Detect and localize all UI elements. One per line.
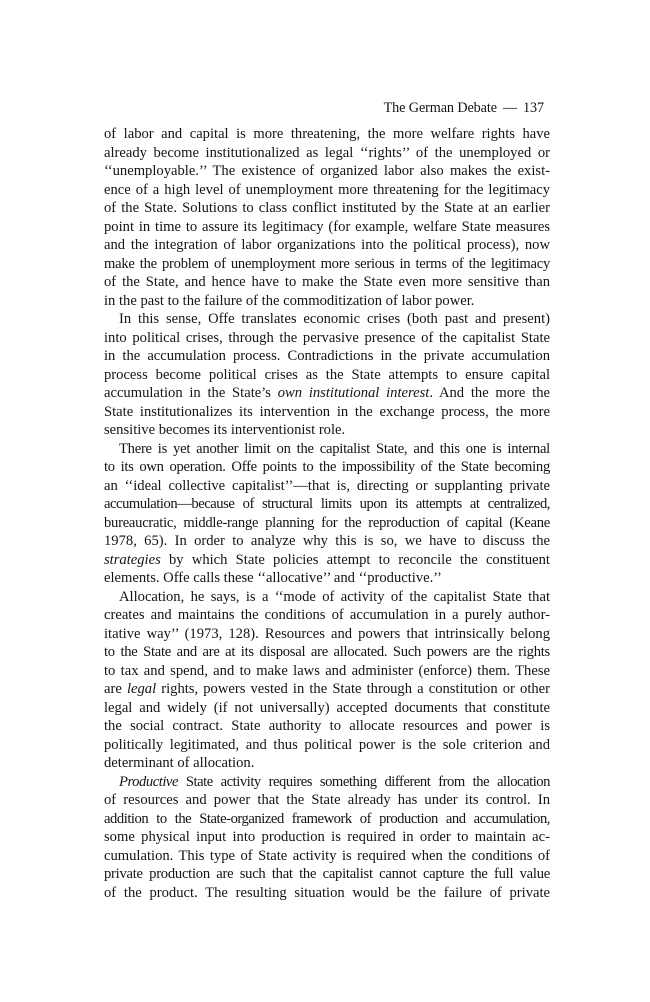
body-text <box>104 125 550 902</box>
text-run: elements. Offe calls these ‘‘allocative’’ and ‘‘productive.’’ <box>104 570 442 586</box>
text-run: some physical input into production is required in order to maintain ac- <box>104 829 550 845</box>
running-head <box>384 99 544 117</box>
text-run: to tax and spend, and to make laws and administer (enforce) them. These <box>104 662 550 679</box>
italic-text: legal <box>126 681 157 697</box>
text-line <box>104 588 550 607</box>
text-line <box>104 865 550 884</box>
text-run: in the accumulation process. Contradictions in the private accumulation <box>104 348 550 364</box>
text-run: addition to the State-organized framework of production and accumulation, <box>104 810 550 827</box>
text-line <box>104 606 550 625</box>
text-run: to the State and are at its disposal are allocated. Such powers are the rights <box>104 644 550 660</box>
italic-text: strategies <box>104 551 161 568</box>
text-run: to its own operation. Offe points to the impossibility of the State becoming <box>104 459 550 475</box>
text-run: of the State, and hence have to make the State even more sensitive than <box>104 274 550 290</box>
text-line <box>104 273 550 292</box>
page-number: 137 <box>523 100 544 116</box>
text-run: bureaucratic, middle-range planning for the reproduction of capital (Keane <box>104 514 550 531</box>
text-line <box>104 236 550 255</box>
text-run: and the integration of labor organizations into the political process), now <box>104 237 550 253</box>
text-run: politically legitimated, and thus political power is the sole criterion and <box>104 736 550 753</box>
text-run: . And the more the <box>429 385 550 401</box>
text-run: into political crises, through the pervasive presence of the capitalist State <box>104 329 550 346</box>
text-run: accumulation—because of structural limits upon its attempts at centralized, <box>104 496 550 512</box>
running-head-separator: — <box>502 100 518 116</box>
text-line <box>104 551 550 570</box>
text-line <box>104 440 550 459</box>
text-run: the social contract. State authority to allocate resources and power is <box>104 718 550 734</box>
text-line <box>104 514 550 533</box>
text-line <box>104 181 550 200</box>
text-run: There is yet another limit on the capitalist State, and this one is internal <box>119 440 550 457</box>
text-line <box>104 625 550 644</box>
text-run: determinant of allocation. <box>104 755 255 771</box>
text-line <box>104 773 550 792</box>
text-run: rights, powers vested in the State through a constitution or other <box>156 681 551 697</box>
text-run: point in time to assure its legitimacy (for example, welfare State measures <box>104 218 550 235</box>
text-run: legal and widely (if not universally) accepted documents that constitute <box>104 699 550 716</box>
text-line <box>104 884 550 903</box>
text-run: already become institutionalized as legal ‘‘rights’’ of the unemployed or <box>104 144 550 161</box>
text-line <box>104 310 550 329</box>
text-line <box>104 292 550 311</box>
text-run: State institutionalizes its intervention in the exchange process, the more <box>104 403 550 420</box>
text-run: of resources and power that the State already has under its control. In <box>104 792 550 808</box>
text-line <box>104 532 550 551</box>
text-line <box>104 403 550 422</box>
running-head-title: The German Debate <box>383 100 497 116</box>
text-line <box>104 477 550 496</box>
text-run: cumulation. This type of State activity is required when the conditions of <box>104 847 550 864</box>
text-run: sensitive becomes its interventionist role. <box>104 422 346 438</box>
text-run: by which State policies attempt to reconcile the constituent <box>160 551 550 568</box>
text-line <box>104 347 550 366</box>
text-line <box>104 329 550 348</box>
text-run: creates and maintains the conditions of accumulation in a purely author- <box>104 607 550 623</box>
text-run: Allocation, he says, is a ‘‘mode of activity of the capitalist State that <box>119 588 550 605</box>
text-run: of labor and capital is more threatening, the more welfare rights have <box>104 126 550 142</box>
text-run: private production are such that the capitalist cannot capture the full value <box>104 866 550 882</box>
text-line <box>104 810 550 829</box>
text-line <box>104 717 550 736</box>
text-line <box>104 199 550 218</box>
text-line <box>104 366 550 385</box>
text-line <box>104 643 550 662</box>
text-run: make the problem of unemployment more serious in terms of the legitimacy <box>104 255 550 272</box>
text-line <box>104 847 550 866</box>
text-line <box>104 458 550 477</box>
text-line <box>104 569 550 588</box>
text-run: process become political crises as the State attempts to ensure capital <box>104 366 550 383</box>
text-line <box>104 754 550 773</box>
text-line <box>104 662 550 681</box>
text-line <box>104 680 550 699</box>
text-line <box>104 162 550 181</box>
italic-text: Productive <box>119 773 178 790</box>
text-run: State activity requires something different from the allocation <box>177 773 550 790</box>
text-run: ‘‘unemployable.’’ The existence of organized labor also makes the exist- <box>104 163 550 179</box>
italic-text: own institutional interest <box>277 385 430 401</box>
text-run: are <box>104 681 127 697</box>
text-line <box>104 218 550 237</box>
text-line <box>104 384 550 403</box>
text-run: of the State. Solutions to class conflict instituted by the State at an earlier <box>104 200 550 216</box>
text-line <box>104 828 550 847</box>
text-line <box>104 495 550 514</box>
text-run: an ‘‘ideal collective capitalist’’—that is, directing or supplanting private <box>104 477 550 494</box>
text-line <box>104 791 550 810</box>
text-line <box>104 699 550 718</box>
text-run: of the product. The resulting situation would be the failure of private <box>104 884 550 901</box>
text-line <box>104 736 550 755</box>
text-run: 1978, 65). In order to analyze why this is so, we have to discuss the <box>104 533 550 549</box>
text-run: accumulation in the State’s <box>104 385 278 401</box>
text-line <box>104 125 550 144</box>
text-run: ence of a high level of unemployment more threatening for the legitimacy <box>104 181 550 198</box>
text-run: In this sense, Offe translates economic crises (both past and present) <box>119 311 550 327</box>
text-line <box>104 421 550 440</box>
text-run: in the past to the failure of the commoditization of labor power. <box>104 292 475 309</box>
text-run: itative way’’ (1973, 128). Resources and powers that intrinsically belong <box>104 625 550 642</box>
text-line <box>104 255 550 274</box>
text-line <box>104 144 550 163</box>
